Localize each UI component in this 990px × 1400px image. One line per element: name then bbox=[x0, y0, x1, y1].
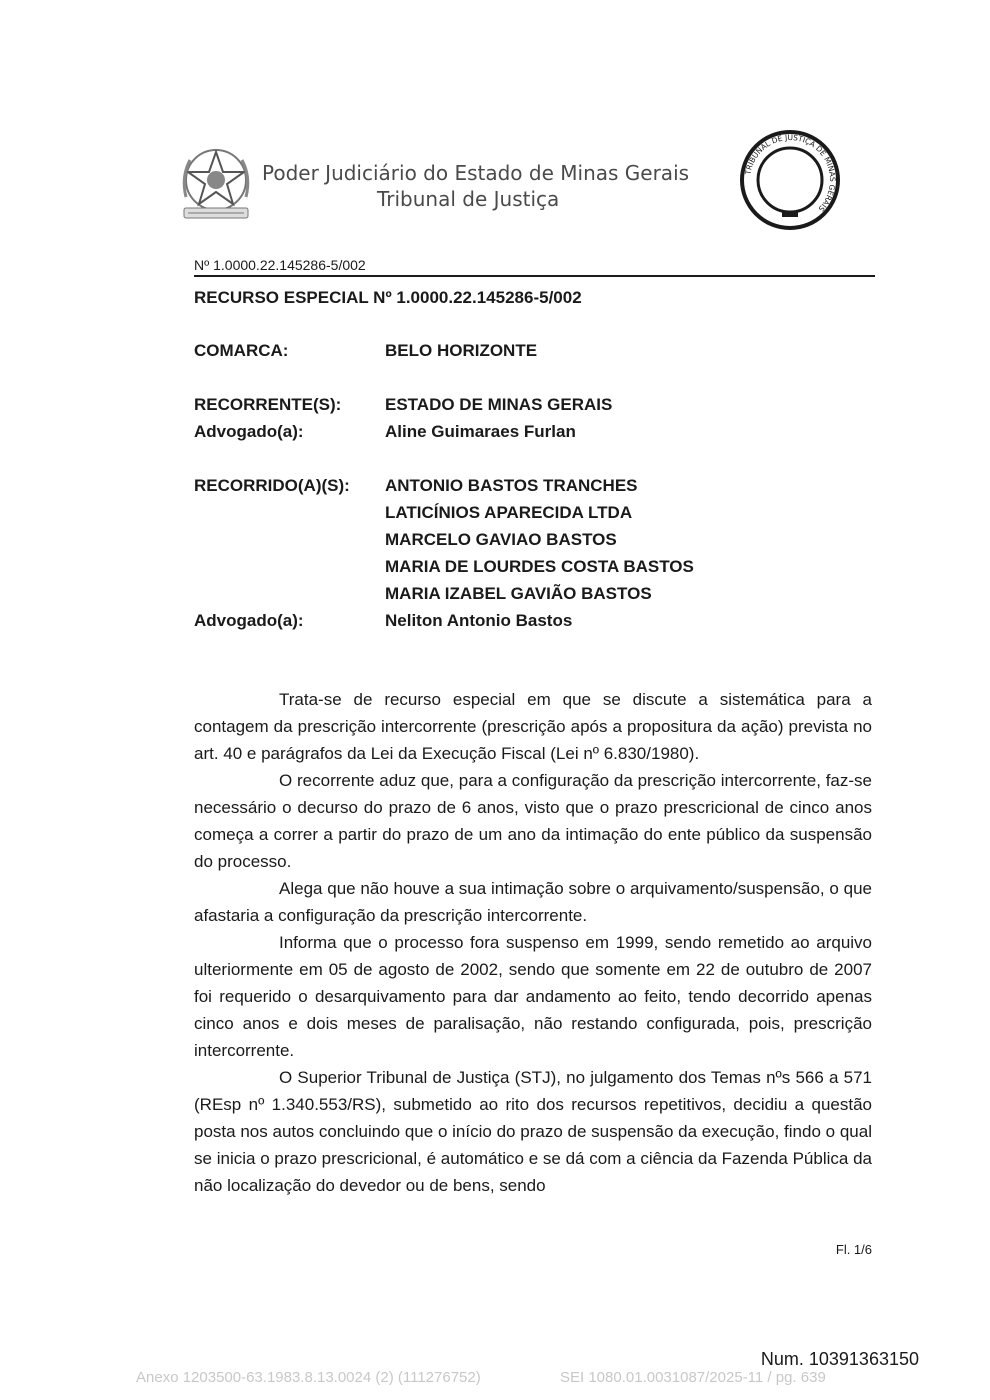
org-line-1: Poder Judiciário do Estado de Minas Gerais bbox=[262, 161, 690, 185]
body-paragraph: Alega que não houve a sua intimação sobre o arquivamento/suspensão, o que afastaria a configuração da prescrição intercorrente. bbox=[194, 879, 872, 925]
footer-sei: SEI 1080.01.0031087/2025-11 / pg. 639 bbox=[560, 1369, 826, 1386]
org-line-2: Tribunal de Justiça bbox=[377, 187, 560, 211]
page-number: Fl. 1/6 bbox=[835, 1242, 872, 1257]
svg-text:TRIBUNAL DE JUSTIÇA DE MINAS G: TRIBUNAL DE JUSTIÇA DE MINAS GERAIS bbox=[743, 132, 838, 214]
body-paragraph: O Superior Tribunal de Justiça (STJ), no julgamento dos Temas nºs 566 a 571 (REsp nº 1.340.553/RS), submetido ao rito dos recursos repetitivos, decidiu a questão posta nos autos concluindo que o início do prazo de suspensão da execução, findo o qual se inicia o prazo prescricional, é automático e se dá com a ciência da Fazenda Pública da não localização do devedor ou de bens, sendo bbox=[194, 1068, 872, 1195]
recorrido-item: MARIA DE LOURDES COSTA BASTOS bbox=[385, 557, 694, 576]
process-number-header: Nº 1.0000.22.145286-5/002 bbox=[194, 257, 366, 273]
advogado-label: Advogado(a): bbox=[194, 422, 304, 441]
header-org-title bbox=[262, 160, 690, 212]
body-paragraph: O recorrente aduz que, para a configuração da prescrição intercorrente, faz-se necessário o decurso do prazo de 6 anos, visto que o prazo prescricional de cinco anos começa a correr a partir do prazo de um ano da intimação do ente público da suspensão do processo. bbox=[194, 771, 872, 871]
recorrido-item: LATICÍNIOS APARECIDA LTDA bbox=[385, 503, 633, 522]
recorrido-item: MARCELO GAVIAO BASTOS bbox=[385, 530, 617, 549]
advogado-label: Advogado(a): bbox=[194, 611, 304, 630]
body-paragraph: Trata-se de recurso especial em que se discute a sistemática para a contagem da prescrição intercorrente (prescrição após a propositura da ação) prevista no art. 40 e parágrafos da Lei da Execução Fiscal (Lei nº 6.830/1980). bbox=[194, 690, 872, 763]
advogado-value: Aline Guimaraes Furlan bbox=[385, 422, 576, 441]
comarca-value: BELO HORIZONTE bbox=[385, 341, 538, 360]
document-body bbox=[194, 686, 872, 1199]
footer-annex: Anexo 1203500-63.1983.8.13.0024 (2) (111276752) bbox=[136, 1369, 481, 1386]
recorrente-label: RECORRENTE(S): bbox=[194, 395, 342, 414]
body-paragraph: Informa que o processo fora suspenso em 1999, sendo remetido ao arquivo ulteriormente em 05 de agosto de 2002, sendo que somente em 22 de outubro de 2007 foi requerido o desarquivamento para dar andamento ao feito, tendo decorrido apenas cinco anos e dois meses de paralisação, não restando configurada, pois, prescrição intercorrente. bbox=[194, 933, 872, 1060]
recorrido-item: ANTONIO BASTOS TRANCHES bbox=[385, 476, 638, 495]
recorrido-label: RECORRIDO(A)(S): bbox=[194, 476, 350, 495]
advogado-value: Neliton Antonio Bastos bbox=[385, 611, 573, 630]
coat-of-arms-logo bbox=[176, 142, 256, 222]
document-num: Num. 10391363150 bbox=[760, 1349, 919, 1369]
document-title: RECURSO ESPECIAL Nº 1.0000.22.145286-5/002 bbox=[194, 288, 582, 307]
recorrido-item: MARIA IZABEL GAVIÃO BASTOS bbox=[385, 584, 652, 603]
recorrente-value: ESTADO DE MINAS GERAIS bbox=[385, 395, 613, 414]
comarca-label: COMARCA: bbox=[194, 341, 289, 360]
header-divider bbox=[194, 275, 875, 277]
court-seal-stamp bbox=[738, 128, 842, 232]
